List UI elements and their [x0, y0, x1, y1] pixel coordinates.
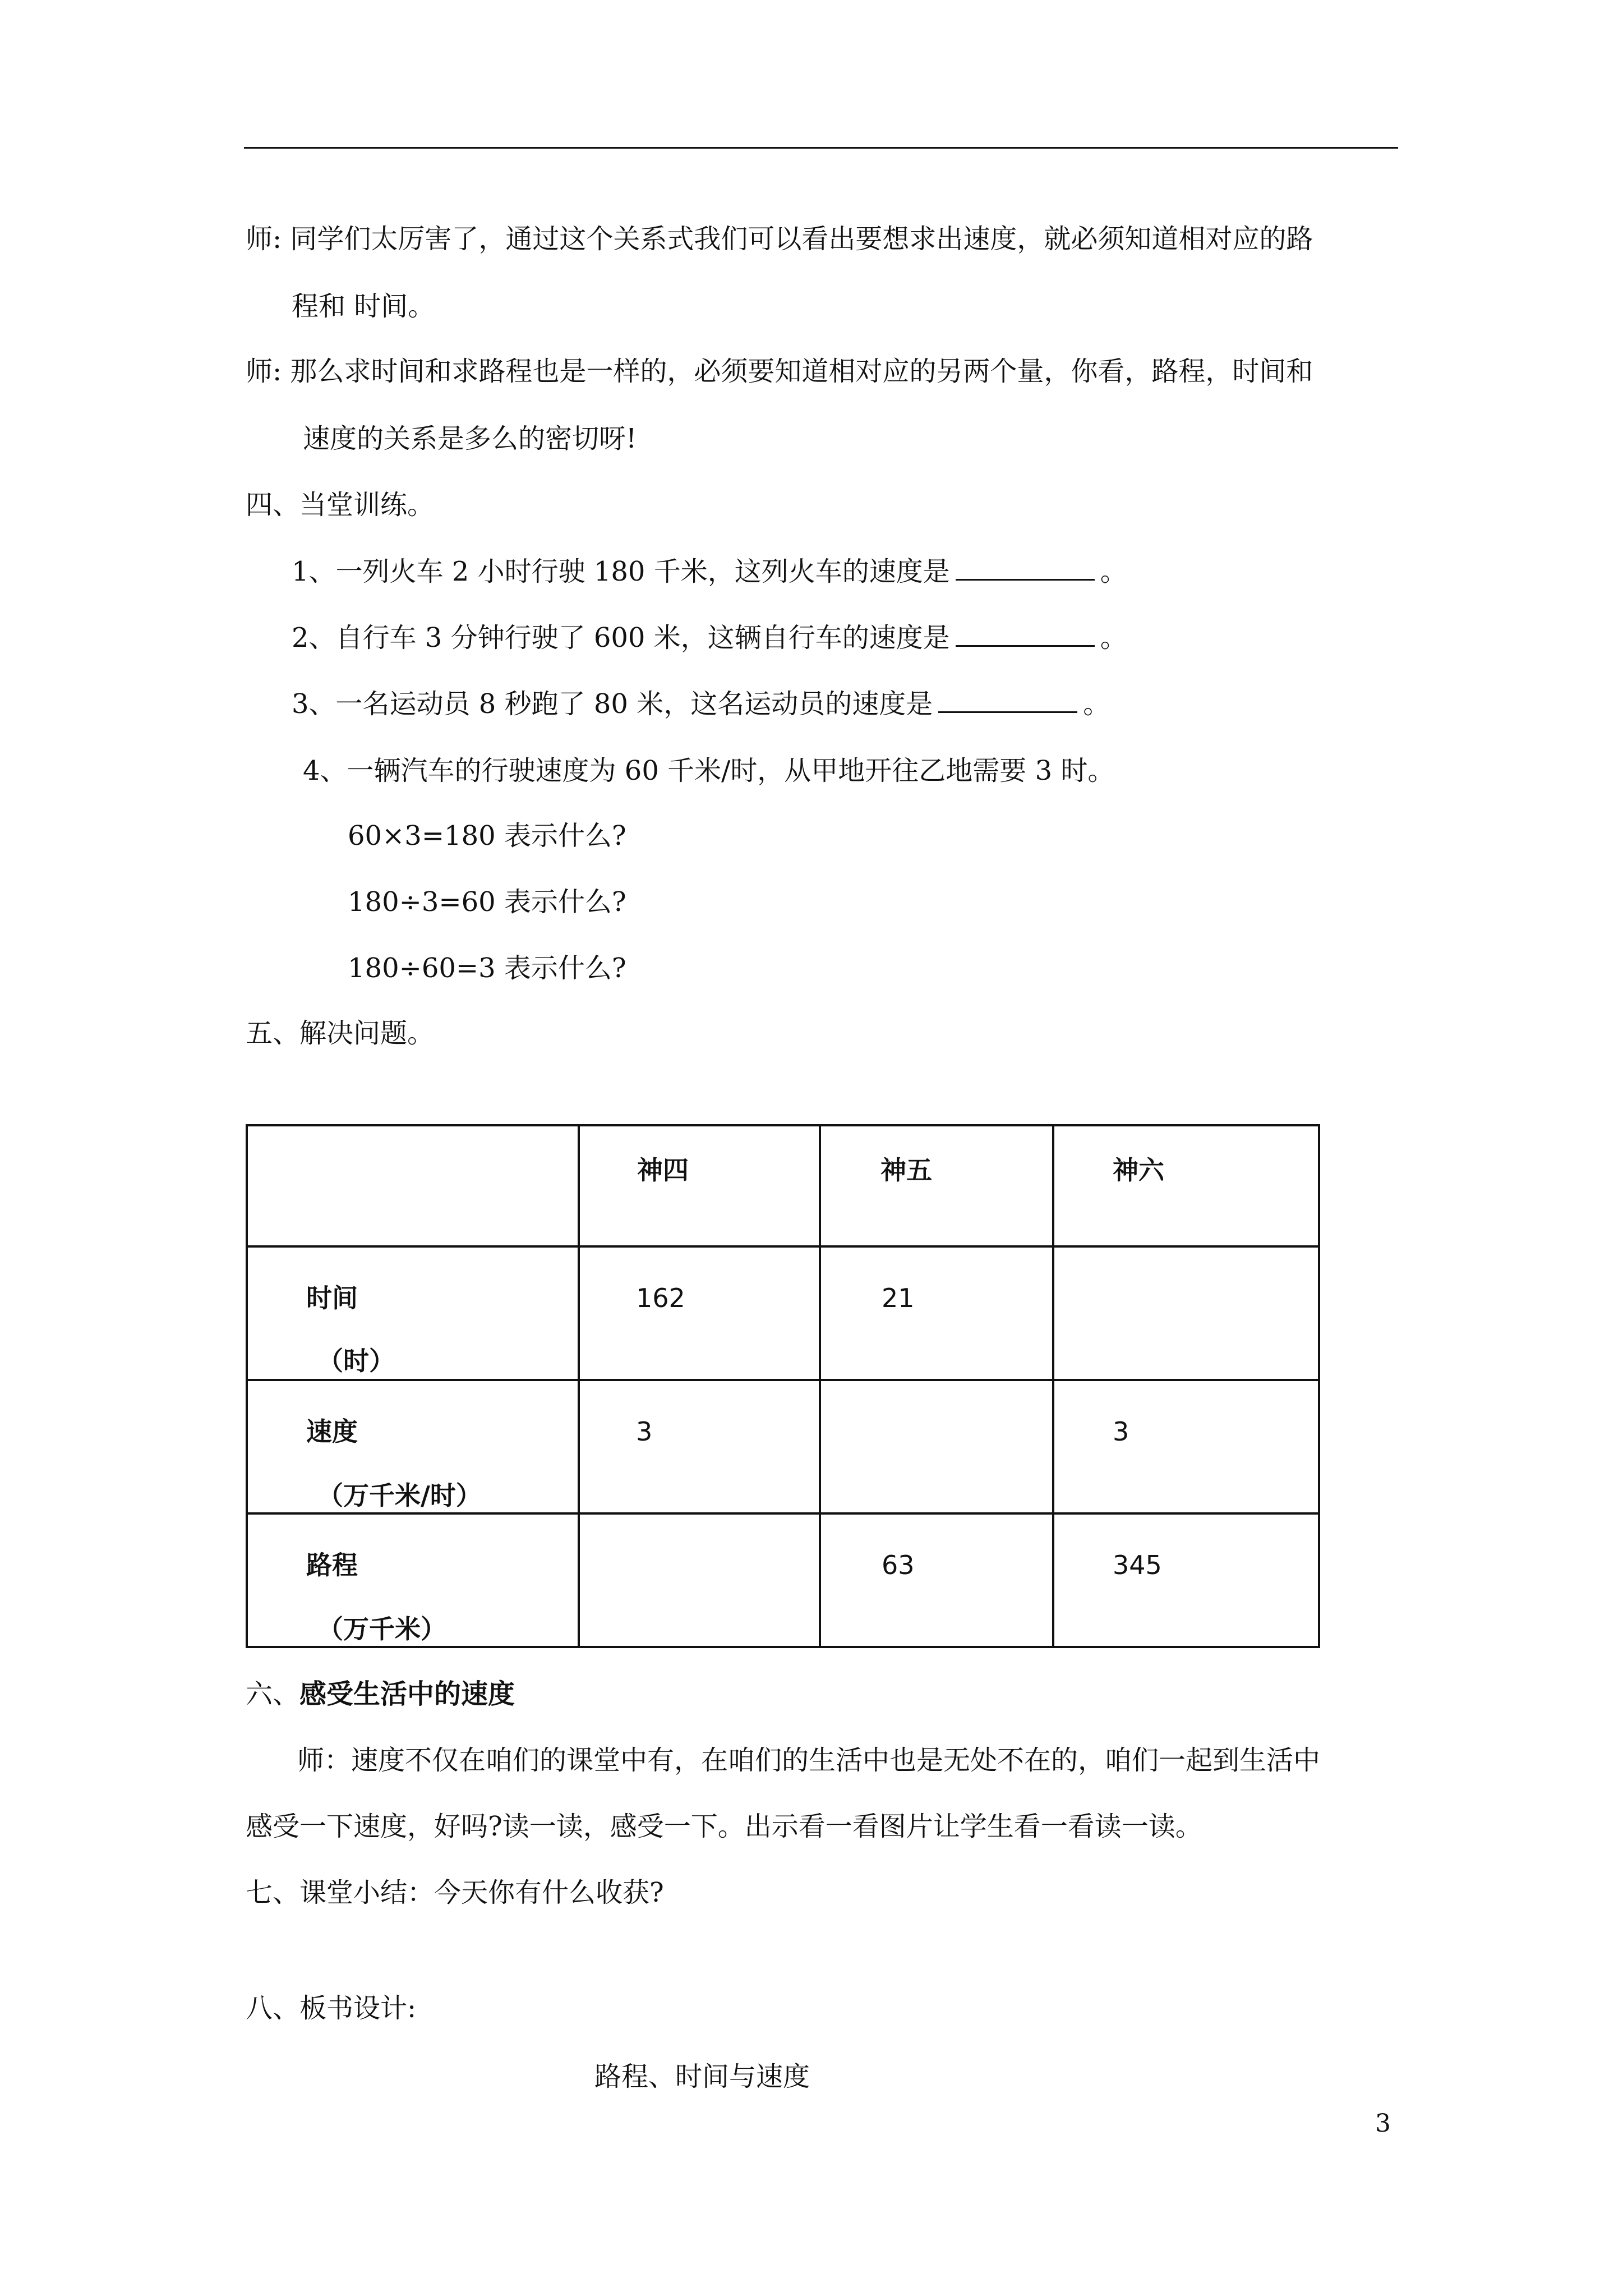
section-heading: 四、当堂训练。 — [246, 489, 435, 521]
column-header — [820, 1125, 1053, 1246]
exercise-item — [292, 687, 1110, 721]
cell-value: 63 — [882, 1550, 915, 1580]
column-header — [579, 1125, 820, 1246]
paragraph-line: 程和 时间。 — [292, 291, 435, 322]
exercise-end: 。 — [1083, 688, 1110, 720]
cell-value — [580, 1515, 819, 1548]
exercise-item: 4、一辆汽车的行驶速度为 60 千米/时，从甲地开往乙地需要 3 时。 — [303, 755, 1115, 786]
exercise-item — [292, 554, 1127, 588]
table-cell — [579, 1513, 820, 1647]
paragraph-line: 感受一下速度，好吗?读一读，感受一下。出示看一看图片让学生看一看读一读。 — [246, 1811, 1202, 1842]
row-unit: （万千米/时） — [317, 1480, 482, 1511]
column-header-label: 神五 — [880, 1155, 932, 1185]
sub-question: 180÷60=3 表示什么? — [348, 953, 626, 984]
section-heading: 五、解决问题。 — [246, 1018, 435, 1049]
row-label: 路程 — [306, 1550, 358, 1580]
row-label-cell — [247, 1380, 579, 1513]
spacecraft-table — [246, 1124, 1320, 1648]
table-cell — [579, 1246, 820, 1380]
row-label: 时间 — [306, 1283, 358, 1313]
exercise-end: 。 — [1100, 556, 1127, 587]
table-row — [247, 1246, 1319, 1380]
exercise-text: 2、自行车 3 分钟行驶了 600 米，这辆自行车的速度是 — [292, 622, 950, 654]
row-unit: （万千米） — [317, 1614, 446, 1644]
column-header-label: 神六 — [1113, 1155, 1164, 1185]
row-label: 速度 — [306, 1416, 358, 1447]
cell-value: 3 — [1113, 1416, 1129, 1447]
exercise-end: 。 — [1100, 622, 1127, 654]
answer-blank[interactable] — [956, 620, 1095, 647]
cell-value — [1054, 1248, 1318, 1281]
section-heading: 八、板书设计: — [246, 1993, 417, 2024]
answer-blank[interactable] — [956, 554, 1095, 581]
table-cell — [1053, 1380, 1319, 1513]
table-cell — [820, 1246, 1053, 1380]
column-header-label: 神四 — [637, 1155, 689, 1185]
table-row — [247, 1380, 1319, 1513]
section-title: 感受生活中的速度 — [299, 1678, 515, 1710]
row-label-cell — [247, 1246, 579, 1380]
exercise-text: 3、一名运动员 8 秒跑了 80 米，这名运动员的速度是 — [292, 688, 933, 720]
page-number: 3 — [1375, 2109, 1391, 2138]
table-cell — [579, 1380, 820, 1513]
section-heading — [246, 1677, 515, 1711]
answer-blank[interactable] — [938, 687, 1077, 713]
table-cell — [820, 1513, 1053, 1647]
exercise-item — [292, 620, 1127, 655]
table-cell — [820, 1380, 1053, 1513]
cell-value: 162 — [636, 1283, 685, 1313]
exercise-text: 1、一列火车 2 小时行驶 180 千米，这列火车的速度是 — [292, 556, 950, 587]
paragraph-line: 师：速度不仅在咱们的课堂中有，在咱们的生活中也是无处不在的，咱们一起到生活中 — [297, 1745, 1321, 1776]
paragraph-line: 速度的关系是多么的密切呀! — [303, 423, 637, 454]
paragraph-line: 师: 同学们太厉害了，通过这个关系式我们可以看出要想求出速度，就必须知道相对应的路 — [246, 223, 1313, 255]
paragraph-line: 师: 那么求时间和求路程也是一样的，必须要知道相对应的另两个量，你看，路程，时间和 — [246, 356, 1313, 387]
row-unit: （时） — [317, 1346, 395, 1376]
table-row — [247, 1513, 1319, 1647]
cell-value: 345 — [1113, 1550, 1162, 1580]
table-cell — [1053, 1246, 1319, 1380]
column-header — [1053, 1125, 1319, 1246]
board-title: 路程、时间与速度 — [594, 2061, 810, 2092]
section-number: 六、 — [246, 1678, 300, 1710]
row-label-cell — [247, 1513, 579, 1647]
table-corner-cell — [247, 1125, 579, 1246]
table-cell — [1053, 1513, 1319, 1647]
cell-value: 3 — [636, 1416, 653, 1447]
table-header-row — [247, 1125, 1319, 1246]
sub-question: 180÷3=60 表示什么? — [348, 886, 626, 918]
cell-value — [821, 1381, 1052, 1415]
sub-question: 60×3=180 表示什么? — [348, 820, 626, 852]
section-heading: 七、课堂小结：今天你有什么收获? — [246, 1877, 664, 1908]
header-rule — [244, 147, 1398, 149]
cell-value: 21 — [882, 1283, 915, 1313]
